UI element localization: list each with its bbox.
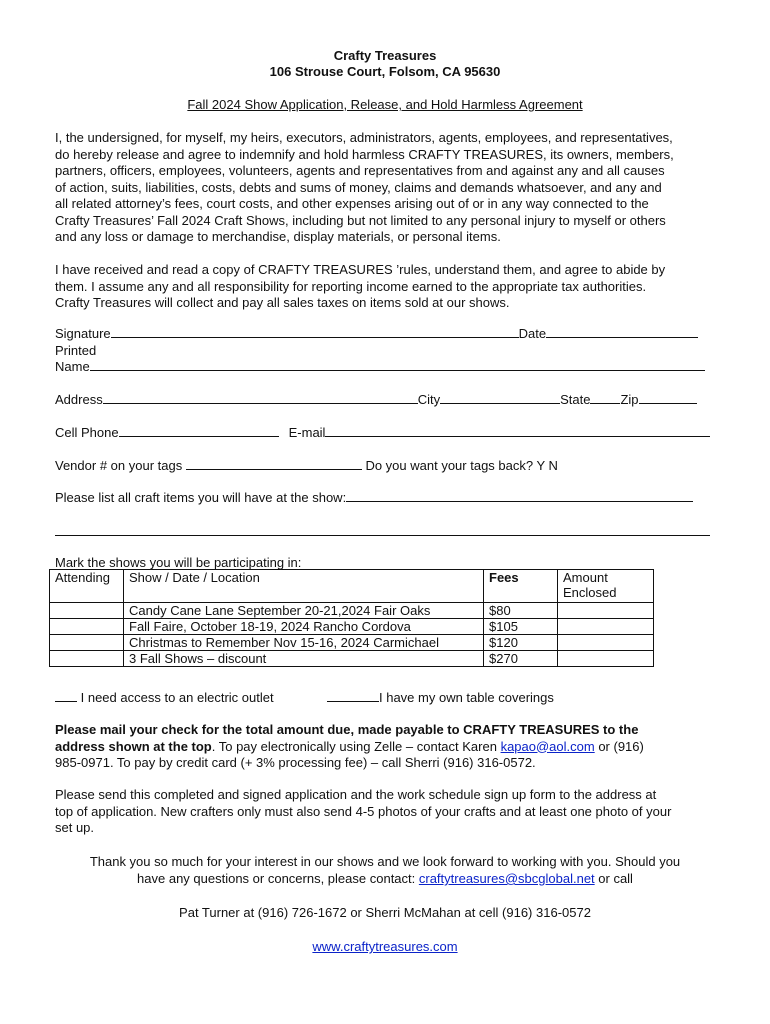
zip-label: Zip [620, 392, 639, 407]
payment-line: Please mail your check for the total amount due, made payable to CRAFTY TREASURES to the [55, 722, 639, 737]
attending-header: Attending [50, 570, 124, 603]
cell-phone-field[interactable] [119, 425, 279, 437]
email-label: E-mail [288, 425, 326, 440]
amount-field[interactable] [558, 603, 654, 619]
table-row [50, 635, 654, 651]
shows-table [49, 569, 654, 667]
vendor-row [55, 458, 558, 473]
attending-checkbox[interactable] [50, 651, 124, 667]
email-field[interactable] [325, 425, 710, 437]
show-cell: Christmas to Remember Nov 15-16, 2024 Carmichael [124, 635, 484, 651]
thank-you-line: Thank you so much for your interest in our shows and we look forward to working with you. Should you [89, 854, 681, 869]
state-label: State [560, 392, 591, 407]
release-paragraph [55, 130, 720, 246]
release-line: partners, officers, employees, volunteers, agents and representatives from and against any and all causes [55, 163, 665, 178]
release-line: I, the undersigned, for myself, my heirs, executors, administrators, agents, employees, and representatives, [55, 130, 673, 145]
show-header: Show / Date / Location [124, 570, 484, 603]
karen-email-link[interactable]: kapao@aol.com [500, 738, 595, 754]
craft-items-row-2 [55, 524, 710, 539]
signature-label: Signature [55, 326, 111, 341]
zip-field[interactable] [639, 392, 697, 404]
amount-header [558, 570, 654, 603]
cell-phone-label: Cell Phone [55, 425, 119, 440]
send-line: Please send this completed and signed application and the work schedule sign up form to the address at [55, 787, 657, 802]
table-row [50, 603, 654, 619]
release-line: do hereby release and agree to indemnify and hold harmless CRAFTY TREASURES, its owners, members, [55, 146, 674, 162]
printed-name-field[interactable] [90, 359, 705, 371]
fee-cell: $120 [484, 635, 558, 651]
address-field[interactable] [103, 392, 418, 404]
org-name: Crafty Treasures [333, 48, 437, 63]
name-row [55, 359, 705, 374]
shows-header-row [50, 570, 654, 603]
payment-paragraph [55, 722, 720, 772]
send-line: set up. [55, 820, 95, 835]
website-row [0, 939, 770, 954]
fees-header: Fees [484, 570, 558, 603]
craft-items-label: Please list all craft items you will have at the show: [55, 490, 347, 505]
craft-items-row [55, 490, 693, 505]
amount-field[interactable] [558, 651, 654, 667]
city-field[interactable] [440, 392, 560, 404]
table-row [50, 651, 654, 667]
contact-row [55, 425, 710, 440]
electric-outlet-checkbox[interactable] [55, 690, 77, 702]
signature-row [55, 326, 698, 341]
rules-line: I have received and read a copy of CRAFTY TREASURES ’rules, understand them, and agree to abide by [55, 262, 666, 277]
address-row [55, 392, 697, 407]
contact-prefix: have any questions or concerns, please contact: [137, 871, 419, 886]
table-covering-checkbox[interactable] [327, 690, 379, 702]
address-label: Address [55, 392, 103, 407]
show-cell: Fall Faire, October 18-19, 2024 Rancho Cordova [124, 619, 484, 635]
amount-field[interactable] [558, 635, 654, 651]
org-address: 106 Strouse Court, Folsom, CA 95630 [269, 64, 501, 79]
attending-checkbox[interactable] [50, 603, 124, 619]
send-line: top of application. New crafters only must also send 4-5 photos of your crafts and at least one photo of your [55, 803, 672, 819]
table-covering-label: I have my own table coverings [379, 690, 554, 705]
contact-line [0, 871, 770, 886]
contact-email-link[interactable]: craftytreasures@sbcglobal.net [418, 871, 595, 886]
craft-items-field-2[interactable] [55, 524, 710, 536]
attending-checkbox[interactable] [50, 619, 124, 635]
state-field[interactable] [590, 392, 620, 404]
amount-field[interactable] [558, 619, 654, 635]
signature-field[interactable] [111, 326, 519, 338]
website-link[interactable]: www.craftytreasures.com [312, 939, 458, 954]
date-label: Date [518, 326, 547, 341]
rules-line: Crafty Treasures will collect and pay all sales taxes on items sold at our shows. [55, 295, 510, 310]
name-label: Name [55, 359, 90, 374]
vendor-number-label: Vendor # on your tags [55, 458, 183, 473]
phone-line: Pat Turner at (916) 726-1672 or Sherri McMahan at cell (916) 316-0572 [179, 905, 591, 920]
electric-option [55, 690, 274, 705]
rules-line: them. I assume any and all responsibility for reporting income earned to the appropriate tax authorities. [55, 278, 647, 294]
vendor-number-field[interactable] [186, 458, 362, 470]
payment-address-emphasis: address shown at the top [55, 738, 212, 754]
document-title: Fall 2024 Show Application, Release, and Hold Harmless Agreement [187, 97, 583, 112]
city-label: City [417, 392, 441, 407]
date-field[interactable] [546, 326, 698, 338]
table-row [50, 619, 654, 635]
release-line: all related attorney’s fees, court costs, and other expenses arising out of or in any way connected to the [55, 196, 649, 211]
printed-label: Printed [55, 343, 97, 358]
electric-outlet-label: I need access to an electric outlet [80, 690, 274, 705]
release-line: Crafty Treasures’ Fall 2024 Craft Shows, including but not limited to any personal injury to myself or others [55, 212, 666, 228]
show-cell: Candy Cane Lane September 20-21,2024 Fair Oaks [124, 603, 484, 619]
shows-intro: Mark the shows you will be participating in: [55, 555, 302, 570]
rules-paragraph [55, 262, 720, 312]
attending-checkbox[interactable] [50, 635, 124, 651]
amount-header-line: Enclosed [563, 585, 617, 600]
craft-items-field[interactable] [346, 490, 693, 502]
tags-back-question[interactable]: Do you want your tags back? Y N [365, 458, 558, 473]
send-paragraph [55, 787, 720, 837]
payment-line: 985-0971. To pay by credit card (+ 3% processing fee) – call Sherri (916) 316-0572. [55, 755, 536, 770]
table-covering-option [327, 690, 554, 705]
payment-zelle-text: . To pay electronically using Zelle – contact Karen [211, 738, 501, 754]
contact-suffix: or call [594, 871, 633, 886]
release-line: of action, suits, liabilities, costs, debts and sums of money, claims and demands whatsoever, and any and [55, 179, 662, 195]
show-cell: 3 Fall Shows – discount [124, 651, 484, 667]
fee-cell: $105 [484, 619, 558, 635]
release-line: and any loss or damage to merchandise, display materials, or personal items. [55, 229, 501, 244]
amount-header-line: Amount [563, 570, 608, 585]
payment-line [55, 739, 720, 756]
fee-cell: $80 [484, 603, 558, 619]
fee-cell: $270 [484, 651, 558, 667]
payment-phone-prefix: or (916) [594, 738, 644, 754]
